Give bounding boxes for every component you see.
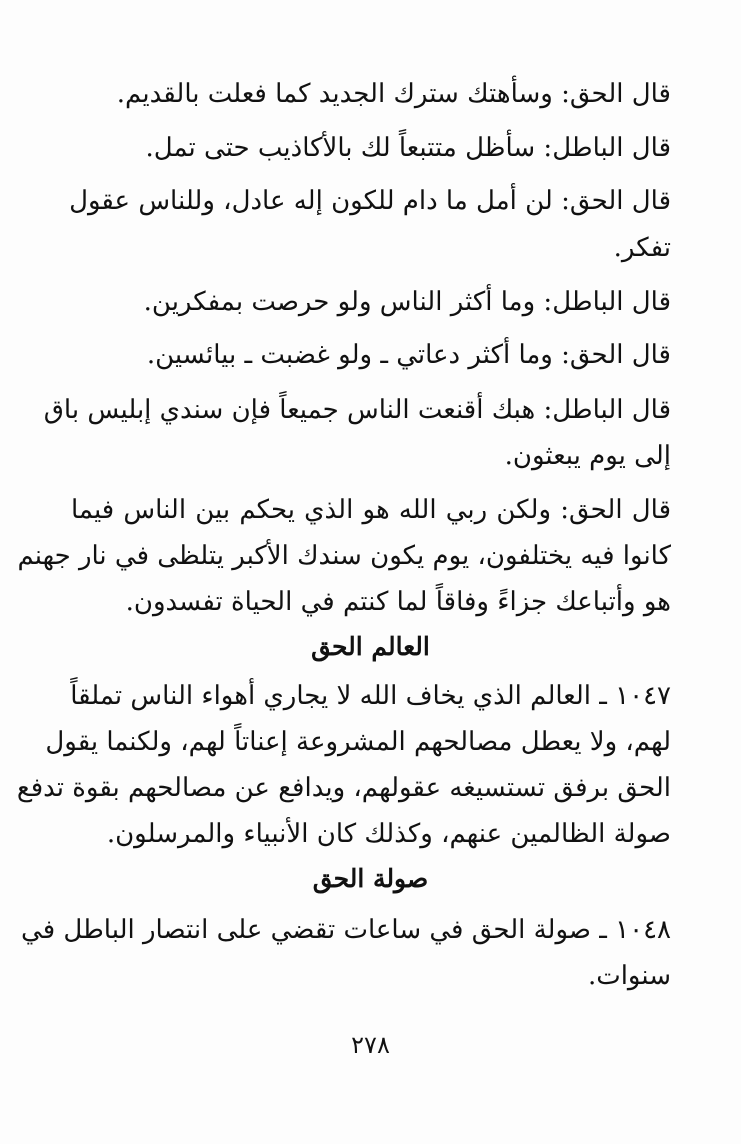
paragraph-1048-line-1: ١٠٤٨ ـ صولة الحق في ساعات تقضي على انتصار الباطل في	[21, 915, 671, 945]
dialogue-line-falsehood-3: قال الباطل: هبك أقنعت الناس جميعاً فإن سندي إبليس باق	[43, 395, 671, 425]
paragraph-1048-line-2: سنوات.	[587, 961, 671, 991]
dialogue-line-truth-1: قال الحق: وسأهتك سترك الجديد كما فعلت بالقديم.	[116, 79, 671, 109]
dialogue-line-truth-4: قال الحق: ولكن ربي الله هو الذي يحكم بين الناس فيما	[71, 495, 671, 525]
dialogue-line-truth-4-cont-2: هو وأتباعك جزاءً وفاقاً لما كنتم في الحياة تفسدون.	[125, 587, 671, 617]
paragraph-1047-line-2: لهم، ولا يعطل مصالحهم المشروعة إعناتاً لهم، ولكنما يقول	[45, 727, 671, 757]
dialogue-line-truth-4-cont-1: كانوا فيه يختلفون، يوم يكون سندك الأكبر يتلظى في نار جهنم	[17, 541, 671, 571]
dialogue-line-truth-2-cont: تفكر.	[613, 233, 671, 263]
paragraph-1047-line-3: الحق برفق تستسيغه عقولهم، ويدافع عن مصالحهم بقوة تدفع	[16, 773, 671, 803]
dialogue-line-falsehood-3-cont: إلى يوم يبعثون.	[504, 441, 671, 471]
section-heading-true-scholar: العالم الحق	[311, 632, 430, 661]
section-heading-truth-assault: صولة الحق	[312, 864, 429, 893]
dialogue-line-truth-3: قال الحق: وما أكثر دعاتي ـ ولو غضبت ـ بيائسين.	[146, 340, 671, 370]
paragraph-1047-line-1: ١٠٤٧ ـ العالم الذي يخاف الله لا يجاري أهواء الناس تملقاً	[70, 681, 671, 711]
dialogue-line-falsehood-2: قال الباطل: وما أكثر الناس ولو حرصت بمفكرين.	[143, 287, 671, 317]
paragraph-1047-line-4: صولة الظالمين عنهم، وكذلك كان الأنبياء والمرسلون.	[106, 819, 671, 849]
dialogue-line-falsehood-1: قال الباطل: سأظل متتبعاً لك بالأكاذيب حتى تمل.	[145, 133, 671, 163]
dialogue-line-truth-2: قال الحق: لن أمل ما دام للكون إله عادل، وللناس عقول	[69, 186, 671, 216]
page-number: ٢٧٨	[351, 1031, 390, 1059]
